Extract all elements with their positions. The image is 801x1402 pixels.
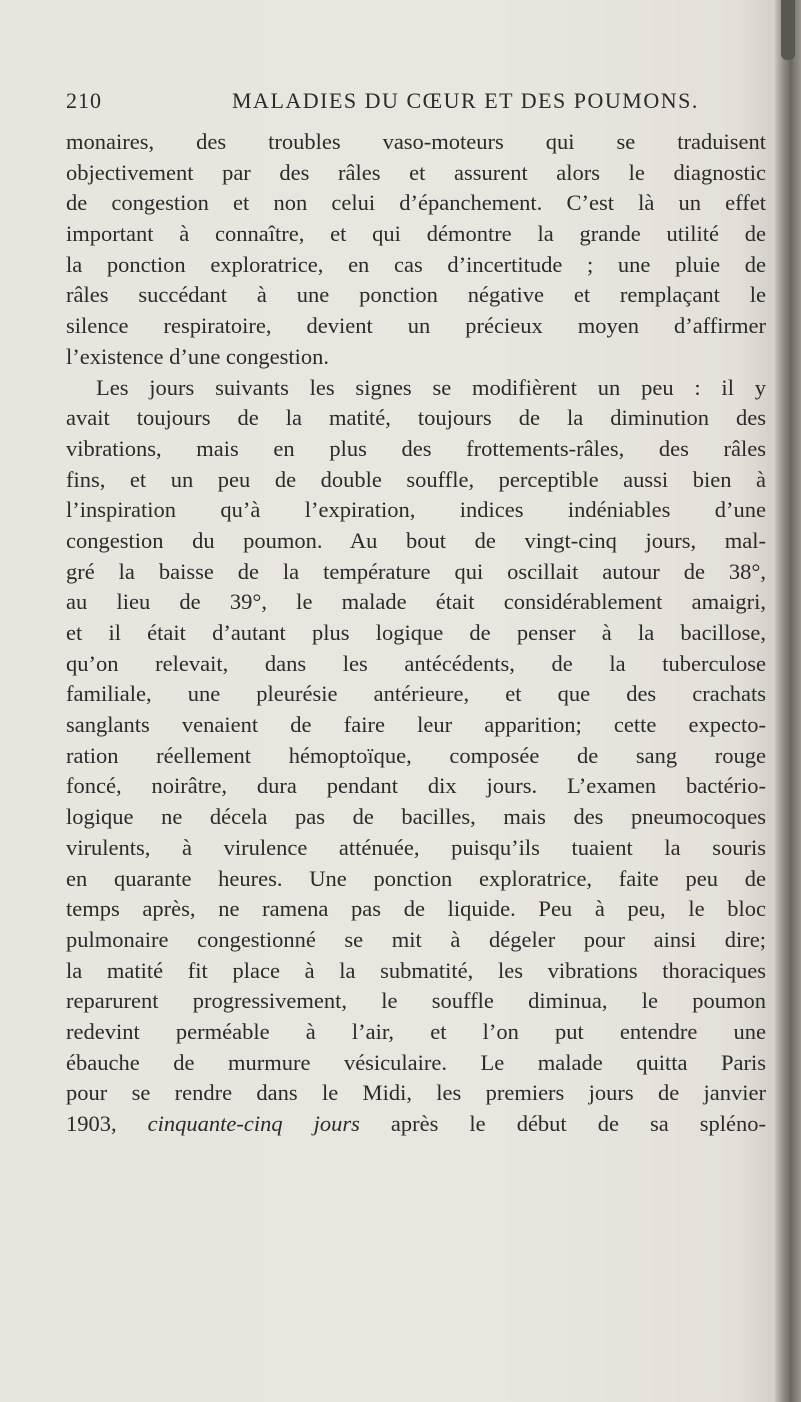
text-line-last (66, 1109, 766, 1140)
text-line: ébauche de murmure vésiculaire. Le malade quitta Paris (66, 1049, 766, 1075)
text-line: pour se rendre dans le Midi, les premiers jours de janvier (66, 1080, 766, 1106)
text-line: Les jours suivants les signes se modifièrent un peu : il y (96, 374, 766, 400)
text-line: congestion du poumon. Au bout de vingt-cinq jours, mal- (66, 527, 766, 553)
text-line: gré la baisse de la température qui oscillait autour de 38°, (66, 558, 766, 584)
text-line: foncé, noirâtre, dura pendant dix jours. L’examen bactério- (66, 773, 766, 799)
text-line: familiale, une pleurésie antérieure, et que des crachats (66, 681, 766, 707)
text-line: redevint perméable à l’air, et l’on put entendre une (66, 1018, 766, 1044)
text-line: pulmonaire congestionné se mit à dégeler pour ainsi dire; (66, 926, 766, 952)
text-line: fins, et un peu de double souffle, perceptible aussi bien à (66, 466, 766, 492)
text-line: silence respiratoire, devient un précieux moyen d’affirmer (66, 313, 766, 339)
text-line: la ponction exploratrice, en cas d’incertitude ; une pluie de (66, 251, 766, 277)
text-line: de congestion et non celui d’épanchement. C’est là un effet (66, 190, 766, 216)
text-line: au lieu de 39°, le malade était considérablement amaigri, (66, 589, 766, 615)
text-line: l’existence d’une congestion. (66, 343, 330, 369)
text-line: ration réellement hémoptoïque, composée de sang rouge (66, 742, 766, 768)
text-line: en quarante heures. Une ponction exploratrice, faite peu de (66, 865, 766, 891)
last-line-before: 1903, (66, 1111, 148, 1136)
text-line: l’inspiration qu’à l’expiration, indices indéniables d’une (66, 497, 766, 523)
text-line: râles succédant à une ponction négative et remplaçant le (66, 282, 766, 308)
page-number: 210 (66, 88, 102, 113)
book-spine-edge (781, 0, 795, 60)
text-line: objectivement par des râles et assurent alors le diagnostic (66, 159, 766, 185)
text-line: monaires, des troubles vaso-moteurs qui se traduisent (66, 129, 766, 154)
text-line: temps après, ne ramena pas de liquide. Peu à peu, le bloc (66, 896, 766, 922)
last-line-after: après le début de sa spléno- (359, 1111, 766, 1136)
running-head: MALADIES DU CŒUR ET DES POUMONS. (232, 88, 699, 113)
text-line: avait toujours de la matité, toujours de la diminution des (66, 405, 766, 431)
text-line: logique ne décela pas de bacilles, mais des pneumocoques (66, 804, 766, 830)
text-line: sanglants venaient de faire leur apparition; cette expecto- (66, 712, 766, 738)
text-line: virulents, à virulence atténuée, puisqu’ils tuaient la souris (66, 834, 766, 860)
italic-emphasis: cinquante-cinq jours (147, 1111, 360, 1136)
text-line: et il était d’autant plus logique de penser à la bacillose, (66, 620, 766, 645)
text-line: la matité fit place à la submatité, les vibrations thoraciques (66, 957, 766, 983)
text-line: vibrations, mais en plus des frottements-râles, des râles (66, 435, 766, 461)
page-header (66, 88, 766, 118)
text-line: reparurent progressivement, le souffle diminua, le poumon (66, 988, 766, 1014)
text-line: qu’on relevait, dans les antécédents, de la tuberculose (66, 650, 766, 676)
book-gutter-shadow (775, 0, 801, 1402)
text-line: important à connaître, et qui démontre la grande utilité de (66, 221, 766, 247)
body-text (66, 127, 766, 1140)
